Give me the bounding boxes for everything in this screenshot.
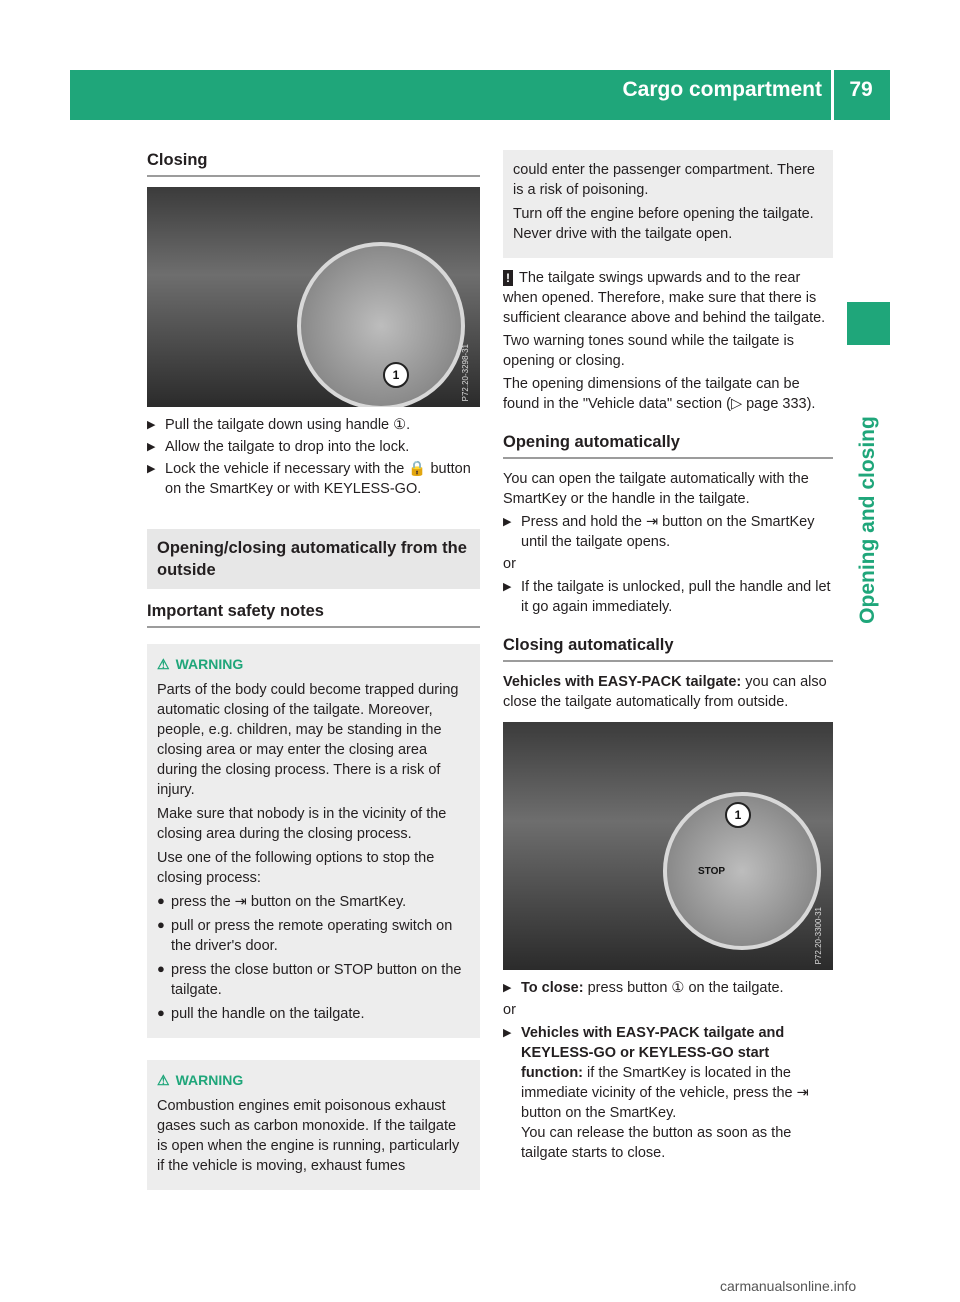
- or-label: or: [503, 556, 516, 572]
- closing-auto-heading: Closing automatically: [503, 635, 833, 662]
- opening-auto-heading: Opening automatically: [503, 432, 833, 459]
- round-bullet-icon: ●: [157, 893, 165, 908]
- round-bullet-icon: ●: [157, 961, 165, 976]
- closing-step-3: ▶ Lock the vehicle if necessary with the 🔒 button on the SmartKey or with KEYLESS-GO.: [147, 461, 471, 497]
- safety-heading: Important safety notes: [147, 601, 480, 628]
- arrow-bullet-icon: ▶: [147, 463, 156, 475]
- note: ! The tailgate swings upwards and to the rear when opened. Therefore, make sure that there is sufficient clearance above and behind the tailgate.: [503, 270, 826, 326]
- option-item: ● pull the handle on the tailgate.: [157, 1005, 365, 1022]
- warning-triangle-icon: ⚠: [157, 1072, 170, 1088]
- paragraph: Two warning tones sound while the tailgate is opening or closing.: [503, 333, 794, 369]
- option-item: ● press the close button or STOP button on the tailgate.: [157, 961, 462, 998]
- left-column: [147, 150, 480, 1190]
- paragraph: You can open the tailgate automatically with the SmartKey or the handle in the tailgate.: [503, 471, 809, 507]
- image-code: P72.20-3300-31: [814, 906, 823, 964]
- warning-text: Combustion engines emit poisonous exhaust gases such as carbon monoxide. If the tailgate is open when the engine is running, particularly if the vehicle is moving, exhaust fumes: [157, 1098, 460, 1174]
- side-tab-marker: [847, 302, 890, 345]
- callout-1-badge: 1: [383, 362, 409, 388]
- page-number: 79: [849, 78, 873, 101]
- option-item: ● press the ⇥ button on the SmartKey.: [157, 893, 407, 910]
- arrow-bullet-icon: ▶: [503, 581, 512, 593]
- paragraph: The opening dimensions of the tailgate can be found in the "Vehicle data" section (▷ page 333).: [503, 376, 816, 412]
- warning-text: Turn off the engine before opening the tailgate. Never drive with the tailgate open.: [513, 206, 814, 242]
- callout-1-badge: 1: [725, 802, 751, 828]
- open-step-1: ▶ Press and hold the ⇥ button on the SmartKey until the tailgate opens.: [503, 514, 815, 550]
- round-bullet-icon: ●: [157, 1005, 165, 1020]
- open-step-2: ▶ If the tailgate is unlocked, pull the handle and let it go again immediately.: [503, 579, 831, 615]
- round-bullet-icon: ●: [157, 917, 165, 932]
- stop-button: STOP: [698, 866, 726, 877]
- warning-text: could enter the passenger compartment. There is a risk of poisoning.: [513, 162, 815, 198]
- arrow-bullet-icon: ▶: [147, 419, 156, 431]
- option-item: ● pull or press the remote operating switch on the driver's door.: [157, 917, 453, 954]
- tailgate-button-photo: [503, 722, 833, 970]
- section-title: Opening/closing automatically from the outside: [157, 539, 467, 579]
- footer-watermark: carmanualsonline.info: [720, 1278, 857, 1294]
- side-tab-label: Opening and closing: [856, 416, 879, 624]
- image-code: P72.20-3298-31: [461, 343, 470, 401]
- paragraph: Vehicles with EASY-PACK tailgate: you can also close the tailgate automatically from outside.: [503, 674, 827, 710]
- header-divider: [831, 70, 834, 120]
- note-exclamation-icon: !: [503, 270, 513, 286]
- warning-box-1: [147, 644, 480, 1038]
- warning-text: Parts of the body could become trapped during automatic closing of the tailgate. Moreover, people, e.g. children, may be standing in the closing area or may enter the closing area during the closing process. There is a risk of injury.: [157, 682, 459, 798]
- warning-box-2: [147, 1060, 480, 1190]
- warning-text: Make sure that nobody is in the vicinity of the closing area during the closing process.: [157, 806, 447, 842]
- chapter-title: Cargo compartment: [622, 78, 822, 101]
- side-tab: [848, 350, 888, 690]
- closing-step-2: ▶ Allow the tailgate to drop into the lock.: [147, 439, 410, 455]
- arrow-bullet-icon: ▶: [503, 982, 512, 994]
- or-label: or: [503, 1002, 516, 1018]
- tailgate-handle-photo: [147, 187, 480, 407]
- arrow-bullet-icon: ▶: [503, 516, 512, 528]
- warning-text: Use one of the following options to stop the closing process:: [157, 850, 435, 886]
- closing-step-1: ▶ Pull the tailgate down using handle ①.: [147, 417, 411, 433]
- warning-continuation: [503, 150, 833, 258]
- close-step-2: ▶ Vehicles with EASY-PACK tailgate and KEYLESS-GO or KEYLESS-GO start function: if the SmartKey is located in the immediate vicinity of the vehicle, press the ⇥ button on the SmartKey. You can release the button as soon as the tailgate starts to close.: [503, 1025, 809, 1161]
- right-column: [503, 150, 833, 1165]
- arrow-bullet-icon: ▶: [503, 1027, 512, 1039]
- handle-closeup: [297, 242, 465, 407]
- warning-triangle-icon: ⚠: [157, 656, 170, 672]
- warning-title: ⚠ WARNING: [157, 1072, 244, 1088]
- section-title-box: [147, 529, 480, 589]
- close-step-1: ▶ To close: press button ① on the tailgate.: [503, 980, 784, 996]
- closing-heading: Closing: [147, 150, 480, 177]
- arrow-bullet-icon: ▶: [147, 441, 156, 453]
- warning-title: ⚠ WARNING: [157, 656, 244, 672]
